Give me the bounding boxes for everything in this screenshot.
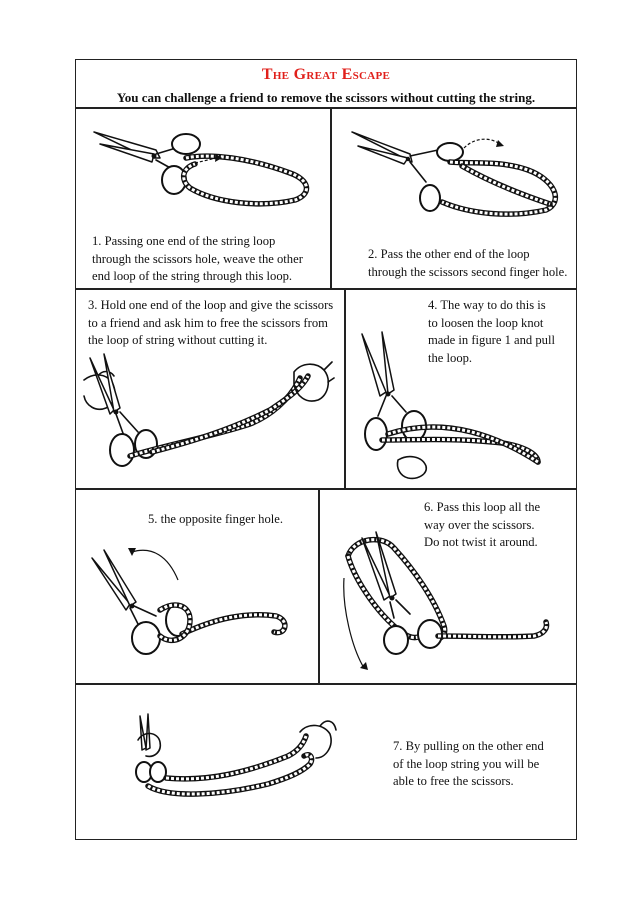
caption-line: through the scissors hole, weave the other	[92, 251, 303, 266]
step-3-illustration	[80, 352, 335, 482]
row1-column-divider	[330, 107, 332, 289]
header-divider	[75, 107, 577, 109]
step-6-illustration	[334, 518, 559, 678]
step-5-illustration	[86, 540, 301, 665]
row2-divider	[75, 488, 577, 490]
caption-line: to a friend and ask him to free the scissors from	[88, 315, 328, 330]
step-3-caption	[88, 297, 333, 350]
caption-line: 7. By pulling on the other end	[393, 739, 544, 753]
row2-column-divider	[344, 288, 346, 489]
caption-line: way over the scissors.	[424, 517, 535, 532]
step-5-caption	[148, 511, 283, 529]
step-1-caption	[92, 233, 303, 286]
caption-line: end loop of the string through this loop.	[92, 269, 293, 283]
row3-column-divider	[318, 488, 320, 684]
row1-divider	[75, 288, 577, 290]
page-title: The Great Escape	[261, 66, 391, 83]
caption-line: 2. Pass the other end of the loop	[368, 247, 530, 261]
step-2-caption	[368, 246, 567, 281]
caption-line: 5. the opposite finger hole.	[148, 512, 284, 526]
caption-line: 6. Pass this loop all the	[424, 500, 541, 514]
caption-line: Do not twist it around.	[424, 535, 538, 549]
caption-line: 1. Passing one end of the string loop	[92, 234, 276, 248]
caption-line: the loop of string without cutting it.	[88, 333, 268, 347]
row3-divider	[75, 683, 577, 685]
caption-line: the loop.	[428, 350, 473, 365]
step-4-illustration	[352, 330, 552, 480]
caption-line: 4. The way to do this is	[428, 298, 546, 312]
step-2-illustration	[350, 122, 575, 222]
step-7-illustration	[128, 712, 343, 812]
caption-line: to loosen the loop knot	[428, 315, 544, 330]
step-7-caption	[393, 738, 544, 791]
page-subtitle: You can challenge a friend to remove the scissors without cutting the string.	[116, 90, 536, 105]
caption-line: through the scissors second finger hole.	[368, 264, 568, 279]
caption-line: able to free the scissors.	[393, 774, 514, 788]
caption-line: made in figure 1 and pull	[428, 333, 555, 347]
caption-line: of the loop string you will be	[393, 756, 540, 771]
step-1-illustration	[90, 118, 320, 218]
caption-line: 3. Hold one end of the loop and give the scissors	[88, 298, 334, 312]
